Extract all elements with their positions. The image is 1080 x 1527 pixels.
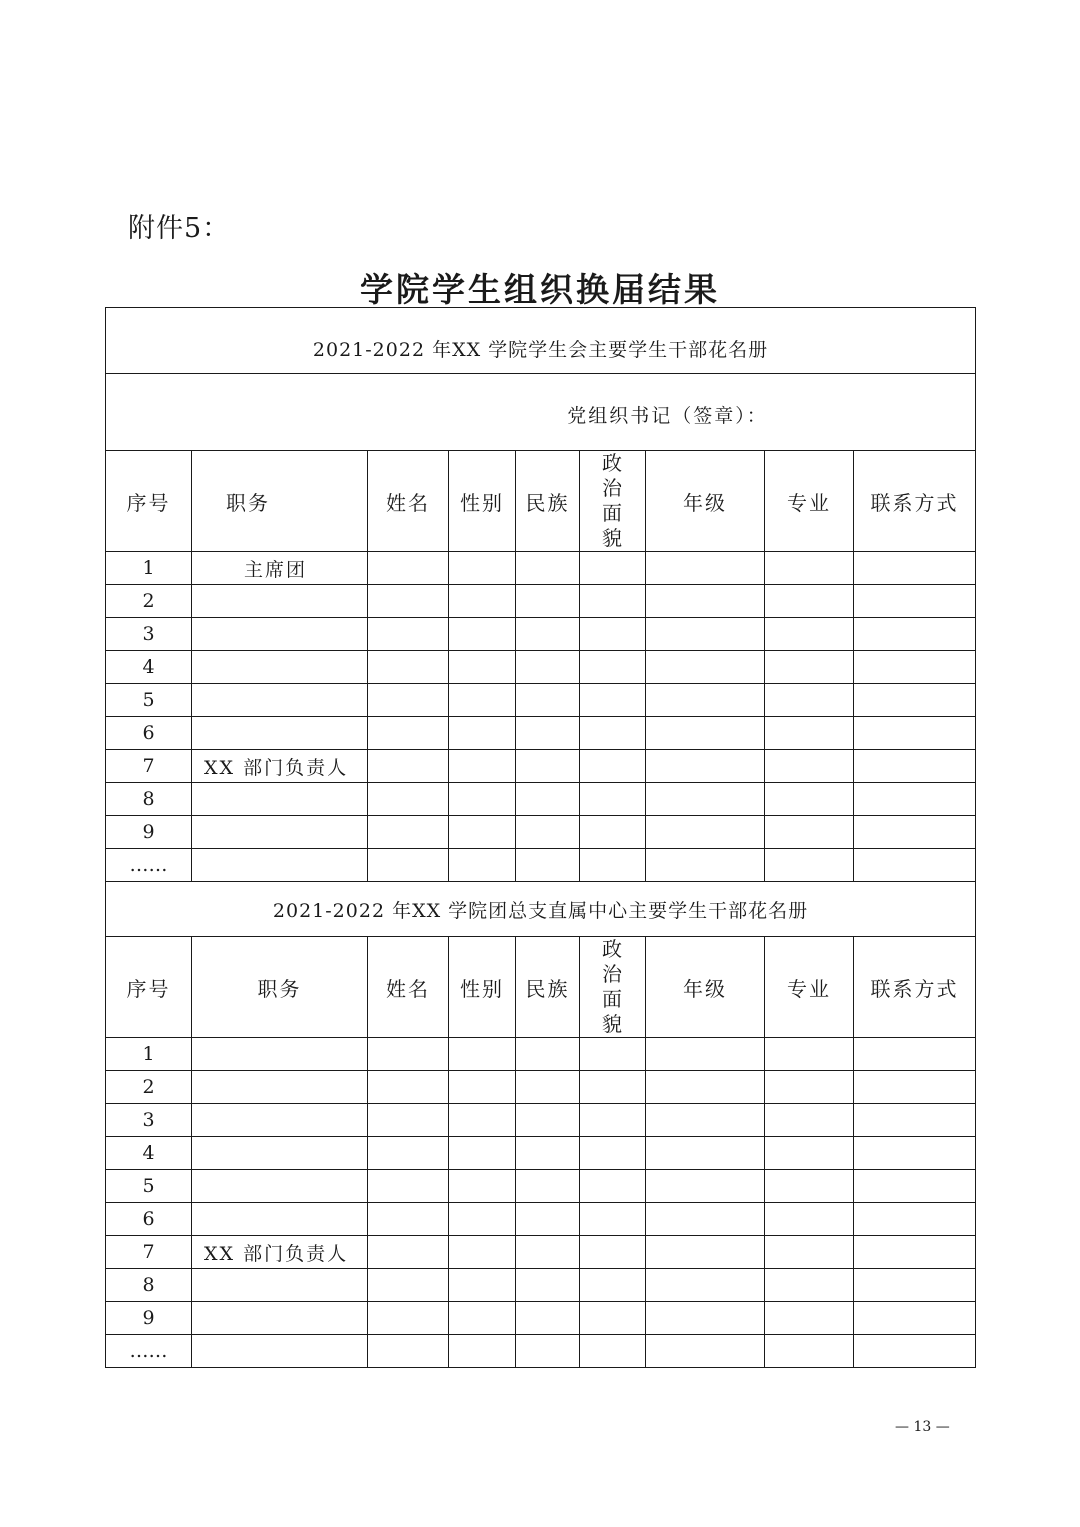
row-ethnicity[interactable]	[516, 552, 580, 585]
row-position[interactable]	[192, 1269, 368, 1302]
row-ethnicity[interactable]	[516, 783, 580, 816]
row-contact[interactable]	[854, 1071, 976, 1104]
row-name[interactable]	[368, 651, 449, 684]
row-name[interactable]	[368, 717, 449, 750]
row-gender[interactable]	[449, 750, 516, 783]
row-major[interactable]	[765, 816, 854, 849]
row-major[interactable]	[765, 684, 854, 717]
row-name[interactable]	[368, 552, 449, 585]
row-grade[interactable]	[646, 1038, 765, 1071]
row-position[interactable]	[192, 1071, 368, 1104]
table-row	[106, 816, 976, 849]
table-row	[106, 1038, 976, 1071]
row-grade[interactable]	[646, 1302, 765, 1335]
row-grade[interactable]	[646, 552, 765, 585]
row-ethnicity[interactable]	[516, 684, 580, 717]
row-contact[interactable]	[854, 717, 976, 750]
row-name[interactable]	[368, 1038, 449, 1071]
row-grade[interactable]	[646, 1203, 765, 1236]
row-grade[interactable]	[646, 618, 765, 651]
row-major[interactable]	[765, 1302, 854, 1335]
row-position[interactable]	[192, 1335, 368, 1368]
row-ethnicity[interactable]	[516, 849, 580, 882]
header-grade: 年级	[646, 451, 765, 552]
row-position[interactable]	[192, 1170, 368, 1203]
section-1-header-row	[106, 451, 976, 552]
row-name[interactable]	[368, 1137, 449, 1170]
row-index: 8	[106, 1269, 192, 1302]
header-index: 序号	[106, 451, 192, 552]
row-major[interactable]	[765, 1104, 854, 1137]
row-political-status[interactable]	[580, 849, 646, 882]
row-gender[interactable]	[449, 1104, 516, 1137]
row-index: 5	[106, 684, 192, 717]
row-contact[interactable]	[854, 849, 976, 882]
row-name[interactable]	[368, 816, 449, 849]
row-grade[interactable]	[646, 1335, 765, 1368]
row-grade[interactable]	[646, 849, 765, 882]
section-1	[106, 308, 976, 882]
row-major[interactable]	[765, 783, 854, 816]
header-position: 职务	[192, 451, 368, 552]
row-position[interactable]	[192, 1302, 368, 1335]
row-index: 6	[106, 1203, 192, 1236]
table-row	[106, 849, 976, 882]
header-gender: 性别	[449, 451, 516, 552]
table-row	[106, 552, 976, 585]
row-contact[interactable]	[854, 684, 976, 717]
table-row	[106, 783, 976, 816]
row-major[interactable]	[765, 618, 854, 651]
row-political-status[interactable]	[580, 1170, 646, 1203]
row-index: 2	[106, 585, 192, 618]
row-contact[interactable]	[854, 1038, 976, 1071]
row-major[interactable]	[765, 585, 854, 618]
row-grade[interactable]	[646, 1104, 765, 1137]
row-index: 1	[106, 552, 192, 585]
row-position[interactable]: 主席团	[192, 552, 368, 585]
header-gender: 性别	[449, 937, 516, 1038]
row-index: 1	[106, 1038, 192, 1071]
row-index: 2	[106, 1071, 192, 1104]
row-contact[interactable]	[854, 816, 976, 849]
row-name[interactable]	[368, 1236, 449, 1269]
row-index: 7	[106, 750, 192, 783]
row-political-status[interactable]	[580, 651, 646, 684]
row-ethnicity[interactable]	[516, 1038, 580, 1071]
row-ethnicity[interactable]	[516, 1071, 580, 1104]
header-ethnicity: 民族	[516, 937, 580, 1038]
table-row	[106, 1302, 976, 1335]
row-position[interactable]	[192, 849, 368, 882]
row-position[interactable]: XX 部门负责人	[192, 750, 368, 783]
row-political-status[interactable]	[580, 1302, 646, 1335]
row-position[interactable]	[192, 1203, 368, 1236]
row-political-status[interactable]	[580, 1236, 646, 1269]
row-index: 9	[106, 1302, 192, 1335]
row-political-status[interactable]	[580, 1071, 646, 1104]
row-ethnicity[interactable]	[516, 1302, 580, 1335]
row-gender[interactable]	[449, 1269, 516, 1302]
row-position[interactable]	[192, 651, 368, 684]
header-major: 专业	[765, 937, 854, 1038]
row-major[interactable]	[765, 1137, 854, 1170]
row-position[interactable]	[192, 1104, 368, 1137]
row-index: 5	[106, 1170, 192, 1203]
table-row	[106, 585, 976, 618]
row-name[interactable]	[368, 783, 449, 816]
section-2-title: 2021-2022 年XX 学院团总支直属中心主要学生干部花名册	[106, 882, 976, 937]
document-title: 学院学生组织换届结果	[360, 270, 720, 309]
row-major[interactable]	[765, 1203, 854, 1236]
row-position[interactable]	[192, 816, 368, 849]
row-grade[interactable]	[646, 1137, 765, 1170]
row-political-status[interactable]	[580, 1269, 646, 1302]
row-political-status[interactable]	[580, 1104, 646, 1137]
row-name[interactable]	[368, 1071, 449, 1104]
row-index: ……	[106, 849, 192, 882]
table-row	[106, 1104, 976, 1137]
row-grade[interactable]	[646, 717, 765, 750]
row-name[interactable]	[368, 750, 449, 783]
row-ethnicity[interactable]	[516, 1335, 580, 1368]
row-grade[interactable]	[646, 585, 765, 618]
row-grade[interactable]	[646, 783, 765, 816]
row-political-status[interactable]	[580, 618, 646, 651]
row-grade[interactable]	[646, 1236, 765, 1269]
row-gender[interactable]	[449, 1137, 516, 1170]
row-major[interactable]	[765, 717, 854, 750]
row-grade[interactable]	[646, 1170, 765, 1203]
section-2	[106, 882, 976, 1368]
row-gender[interactable]	[449, 1071, 516, 1104]
row-name[interactable]	[368, 1335, 449, 1368]
row-major[interactable]	[765, 1335, 854, 1368]
row-contact[interactable]	[854, 1269, 976, 1302]
row-grade[interactable]	[646, 651, 765, 684]
row-name[interactable]	[368, 684, 449, 717]
row-political-status[interactable]	[580, 1038, 646, 1071]
row-ethnicity[interactable]	[516, 750, 580, 783]
header-name: 姓名	[368, 451, 449, 552]
row-index: 7	[106, 1236, 192, 1269]
row-gender[interactable]	[449, 1236, 516, 1269]
section-1-title: 2021-2022 年XX 学院学生会主要学生干部花名册	[106, 308, 976, 374]
row-position[interactable]	[192, 783, 368, 816]
row-major[interactable]	[765, 750, 854, 783]
row-ethnicity[interactable]	[516, 1236, 580, 1269]
row-contact[interactable]	[854, 1335, 976, 1368]
row-ethnicity[interactable]	[516, 585, 580, 618]
row-gender[interactable]	[449, 816, 516, 849]
table-row	[106, 717, 976, 750]
row-major[interactable]	[765, 1269, 854, 1302]
row-gender[interactable]	[449, 684, 516, 717]
header-index: 序号	[106, 937, 192, 1038]
row-contact[interactable]	[854, 1104, 976, 1137]
row-gender[interactable]	[449, 1302, 516, 1335]
header-ethnicity: 民族	[516, 451, 580, 552]
signature-cell	[106, 374, 976, 451]
row-major[interactable]	[765, 1038, 854, 1071]
row-contact[interactable]	[854, 618, 976, 651]
row-ethnicity[interactable]	[516, 816, 580, 849]
row-index: 9	[106, 816, 192, 849]
row-ethnicity[interactable]	[516, 1203, 580, 1236]
row-major[interactable]	[765, 1236, 854, 1269]
row-gender[interactable]	[449, 552, 516, 585]
row-grade[interactable]	[646, 750, 765, 783]
row-contact[interactable]	[854, 1236, 976, 1269]
row-index: 4	[106, 651, 192, 684]
row-contact[interactable]	[854, 585, 976, 618]
row-political-status[interactable]	[580, 1203, 646, 1236]
row-name[interactable]	[368, 1269, 449, 1302]
table-row	[106, 651, 976, 684]
table-row	[106, 750, 976, 783]
row-political-status[interactable]	[580, 684, 646, 717]
section-2-header-row	[106, 937, 976, 1038]
row-position[interactable]	[192, 618, 368, 651]
row-gender[interactable]	[449, 1203, 516, 1236]
row-gender[interactable]	[449, 717, 516, 750]
row-ethnicity[interactable]	[516, 717, 580, 750]
row-position[interactable]	[192, 684, 368, 717]
row-contact[interactable]	[854, 750, 976, 783]
row-political-status[interactable]	[580, 717, 646, 750]
row-position[interactable]	[192, 1137, 368, 1170]
table-row	[106, 1071, 976, 1104]
row-contact[interactable]	[854, 1302, 976, 1335]
header-political-status: 政治面貌	[580, 937, 646, 1038]
row-name[interactable]	[368, 1104, 449, 1137]
table-row	[106, 684, 976, 717]
row-ethnicity[interactable]	[516, 1104, 580, 1137]
row-index: 8	[106, 783, 192, 816]
row-contact[interactable]	[854, 1203, 976, 1236]
row-position[interactable]	[192, 1038, 368, 1071]
table-row	[106, 1203, 976, 1236]
row-ethnicity[interactable]	[516, 1170, 580, 1203]
page-number: — 13 —	[895, 1419, 950, 1435]
row-major[interactable]	[765, 1071, 854, 1104]
row-grade[interactable]	[646, 1071, 765, 1104]
row-contact[interactable]	[854, 651, 976, 684]
row-position[interactable]	[192, 717, 368, 750]
signature-label: 党组织书记（签章）：	[567, 404, 768, 427]
table-row	[106, 1236, 976, 1269]
row-contact[interactable]	[854, 1170, 976, 1203]
row-position[interactable]: XX 部门负责人	[192, 1236, 368, 1269]
row-political-status[interactable]	[580, 1335, 646, 1368]
row-political-status[interactable]	[580, 1137, 646, 1170]
row-name[interactable]	[368, 585, 449, 618]
row-index: 6	[106, 717, 192, 750]
header-major: 专业	[765, 451, 854, 552]
row-contact[interactable]	[854, 552, 976, 585]
row-political-status[interactable]	[580, 585, 646, 618]
row-major[interactable]	[765, 651, 854, 684]
row-ethnicity[interactable]	[516, 1137, 580, 1170]
header-political-status: 政治面貌	[580, 451, 646, 552]
row-gender[interactable]	[449, 849, 516, 882]
attachment-label: 附件5：	[128, 213, 231, 244]
header-contact: 联系方式	[854, 451, 976, 552]
row-gender[interactable]	[449, 1335, 516, 1368]
row-gender[interactable]	[449, 783, 516, 816]
row-grade[interactable]	[646, 1269, 765, 1302]
table-row	[106, 1335, 976, 1368]
header-grade: 年级	[646, 937, 765, 1038]
row-contact[interactable]	[854, 783, 976, 816]
row-name[interactable]	[368, 1170, 449, 1203]
row-index: 4	[106, 1137, 192, 1170]
row-grade[interactable]	[646, 684, 765, 717]
row-ethnicity[interactable]	[516, 651, 580, 684]
row-gender[interactable]	[449, 1038, 516, 1071]
row-ethnicity[interactable]	[516, 618, 580, 651]
row-political-status[interactable]	[580, 552, 646, 585]
row-position[interactable]	[192, 585, 368, 618]
row-gender[interactable]	[449, 1170, 516, 1203]
row-political-status[interactable]	[580, 783, 646, 816]
row-name[interactable]	[368, 618, 449, 651]
header-position: 职务	[192, 937, 368, 1038]
row-gender[interactable]	[449, 651, 516, 684]
row-index: 3	[106, 1104, 192, 1137]
row-index: ……	[106, 1335, 192, 1368]
row-index: 3	[106, 618, 192, 651]
row-ethnicity[interactable]	[516, 1269, 580, 1302]
table-row	[106, 618, 976, 651]
table-row	[106, 1170, 976, 1203]
table-row	[106, 1269, 976, 1302]
row-contact[interactable]	[854, 1137, 976, 1170]
roster-table	[105, 307, 976, 1368]
header-contact: 联系方式	[854, 937, 976, 1038]
row-gender[interactable]	[449, 618, 516, 651]
row-political-status[interactable]	[580, 816, 646, 849]
row-gender[interactable]	[449, 585, 516, 618]
row-major[interactable]	[765, 1170, 854, 1203]
header-name: 姓名	[368, 937, 449, 1038]
row-name[interactable]	[368, 1302, 449, 1335]
row-major[interactable]	[765, 849, 854, 882]
table-row	[106, 1137, 976, 1170]
row-political-status[interactable]	[580, 750, 646, 783]
row-name[interactable]	[368, 1203, 449, 1236]
row-grade[interactable]	[646, 816, 765, 849]
row-major[interactable]	[765, 552, 854, 585]
row-name[interactable]	[368, 849, 449, 882]
